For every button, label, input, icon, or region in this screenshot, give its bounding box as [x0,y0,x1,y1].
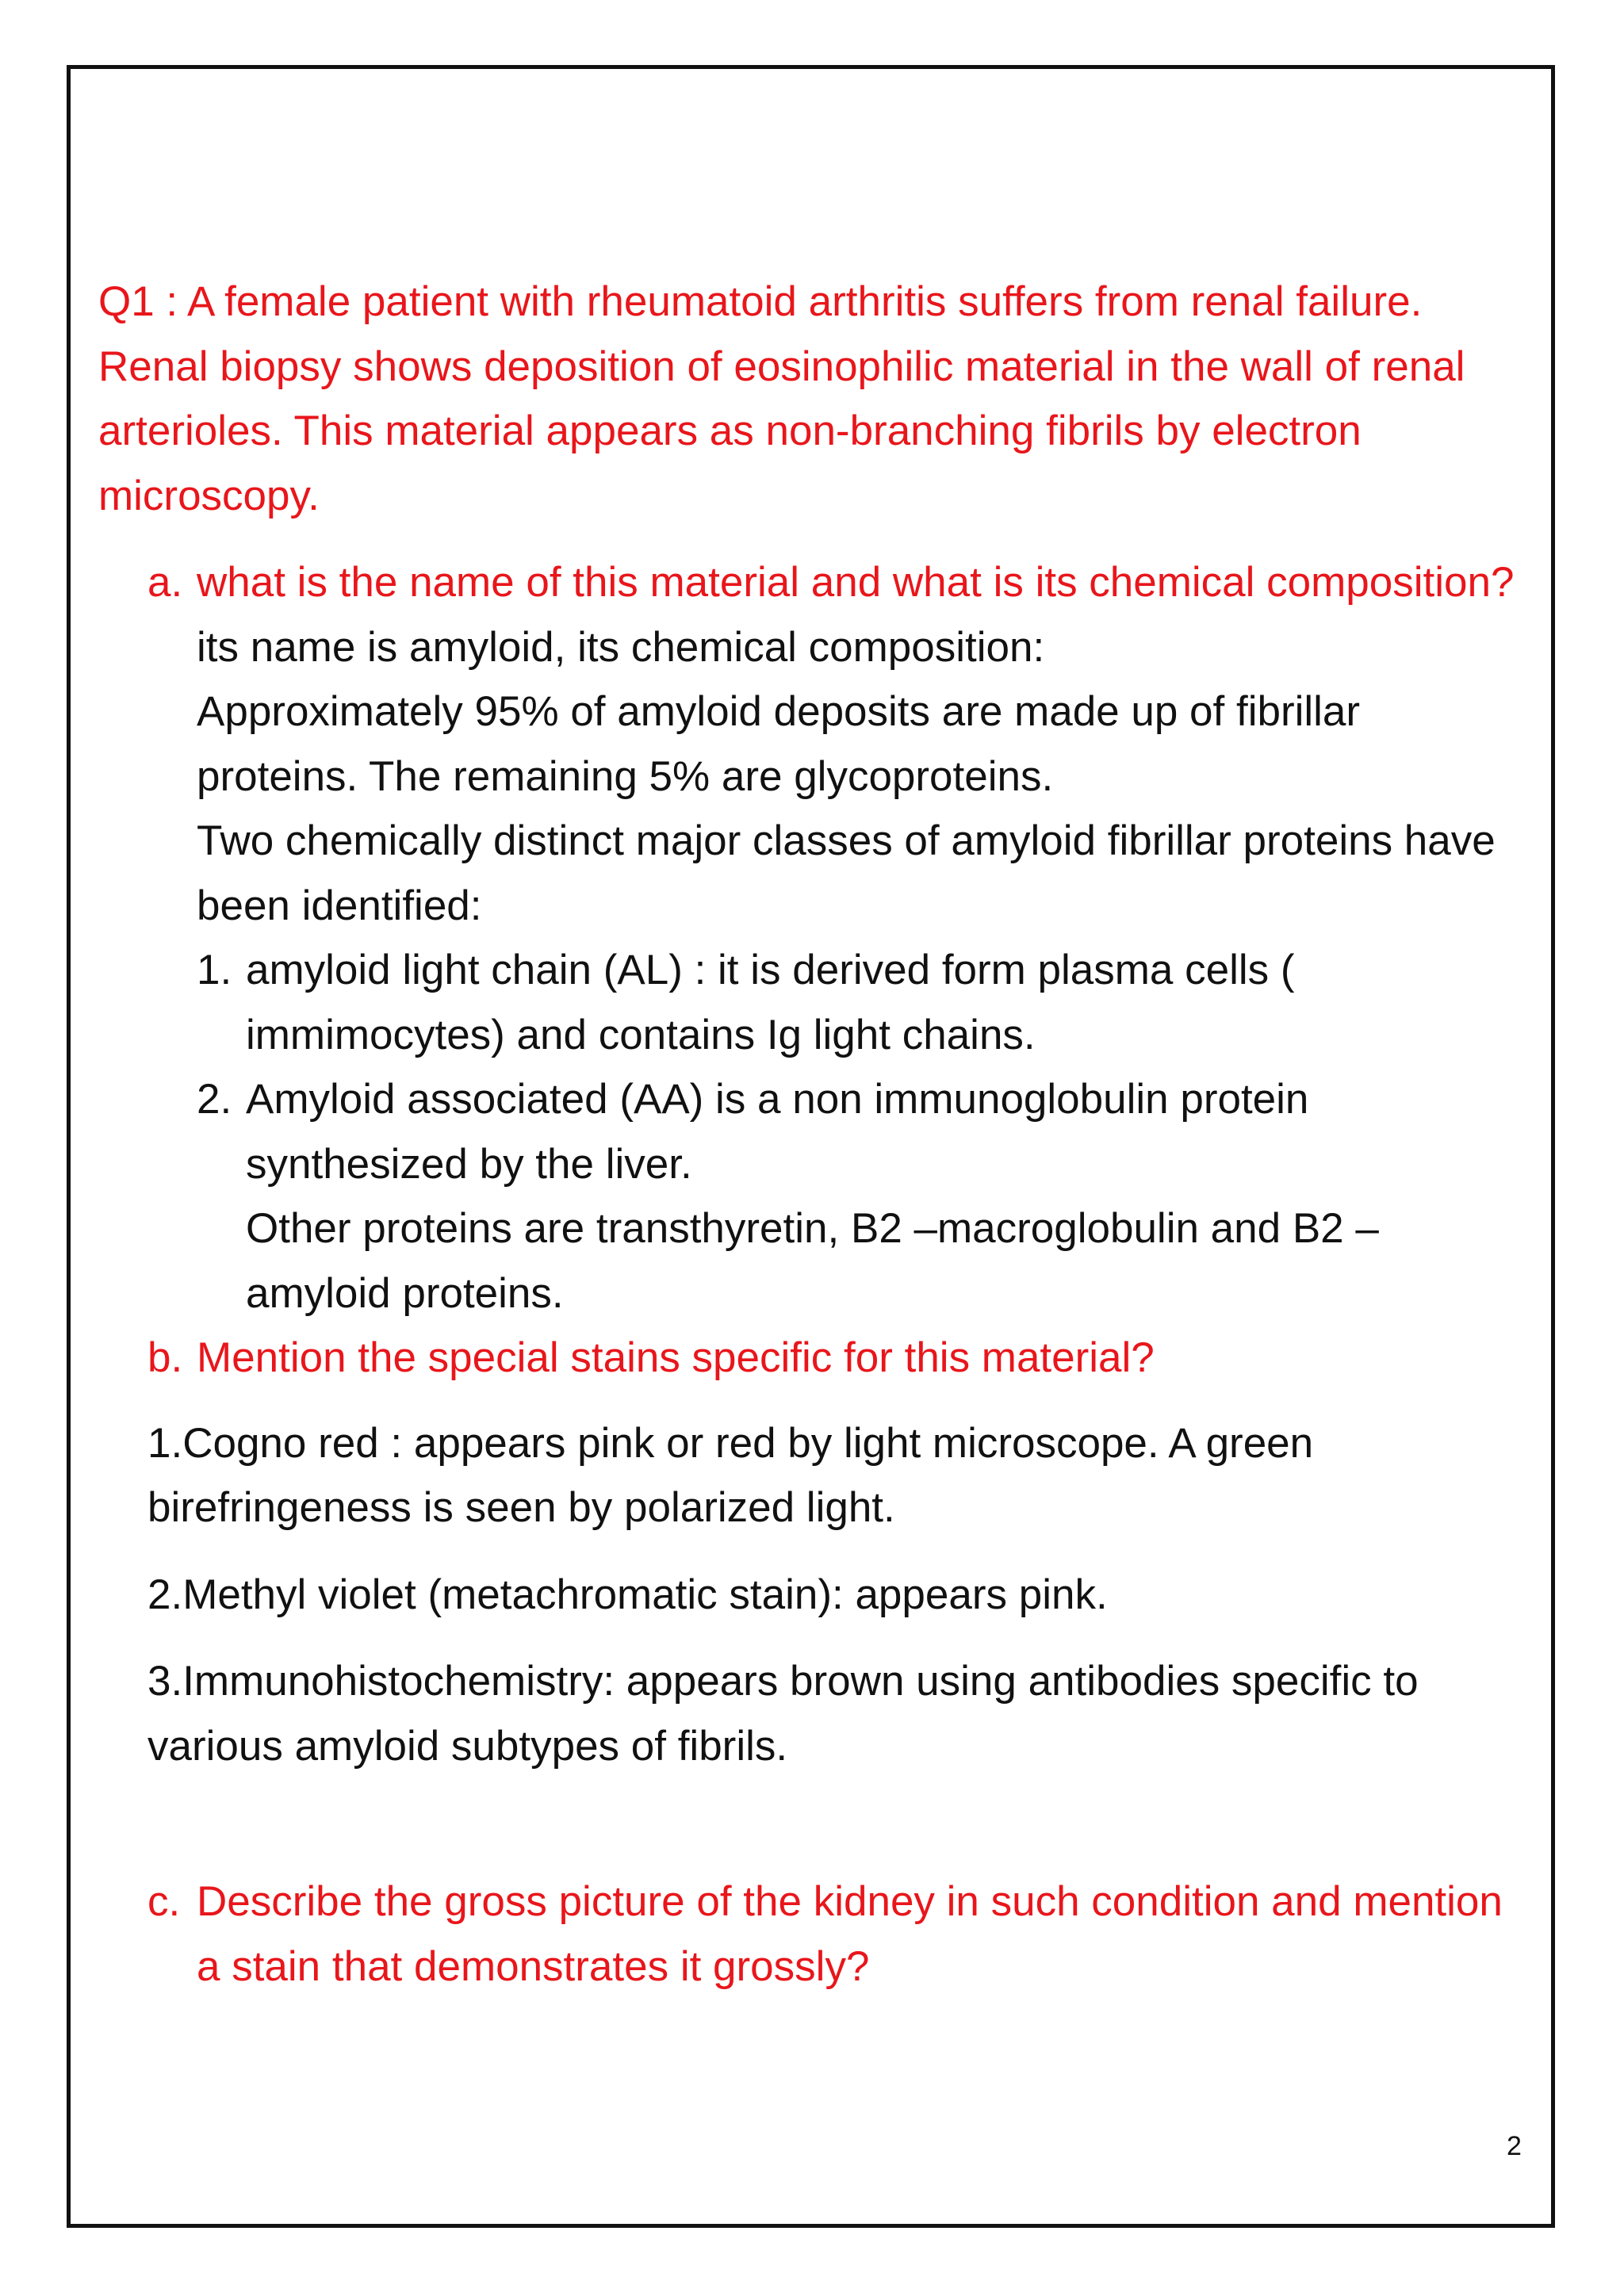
part-a-answer-line-2: Approximately 95% of amyloid deposits are made up of fibrillar proteins. The remaining 5% are glycoproteins. [197,688,1361,800]
stain-list [98,1411,1526,1779]
class-item-al [98,938,1526,1067]
part-b-question [98,1326,1526,1391]
class-item-marker: 1. [197,947,232,993]
document-content [98,270,1526,1999]
class-item-marker: 2. [197,1076,232,1123]
part-c-question-text: Describe the gross picture of the kidney in such condition and mention a stain that demonstrates it grossly? [197,1878,1503,1990]
class-item-text: amyloid light chain (AL) : it is derived form plasma cells ( immimocytes) and contains Ig light chains. [246,947,1295,1058]
part-b-question-text: Mention the special stains specific for this material? [197,1334,1155,1381]
part-a-answer-line-1: its name is amyloid, its chemical composition: [197,623,1045,671]
part-b-marker: b. [147,1334,183,1381]
other-proteins: Other proteins are transthyretin, B2 –macroglobulin and B2 – amyloid proteins. [246,1205,1379,1317]
stain-item-methyl-violet: 2.Methyl violet (metachromatic stain): appears pink. [147,1571,1108,1618]
part-a-question [98,550,1526,615]
stain-item-immunohistochemistry: 3.Immunohistochemistry: appears brown using antibodies specific to various amyloid subtypes of fibrils. [147,1658,1419,1770]
question-title: Q1 : A female patient with rheumatoid arthritis suffers from renal failure. Renal biopsy shows deposition of eosinophilic material in the wall of renal arterioles. This material appears as non-branching fibrils by electron microscopy. [98,278,1465,519]
part-a-question-text: what is the name of this material and what is its chemical composition? [197,559,1515,606]
part-a-answer-line-3: Two chemically distinct major classes of amyloid fibrillar proteins have been identified: [197,817,1496,929]
class-item-text: Amyloid associated (AA) is a non immunoglobulin protein synthesized by the liver. [246,1076,1309,1188]
stain-item-congo-red: 1.Cogno red : appears pink or red by light microscope. A green birefringeness is seen by polarized light. [147,1419,1314,1531]
page-number: 2 [1507,2131,1522,2161]
class-item-aa [98,1067,1526,1196]
part-c-marker: c. [147,1878,181,1925]
part-a-marker: a. [147,559,183,606]
part-c-question [98,1869,1526,1999]
